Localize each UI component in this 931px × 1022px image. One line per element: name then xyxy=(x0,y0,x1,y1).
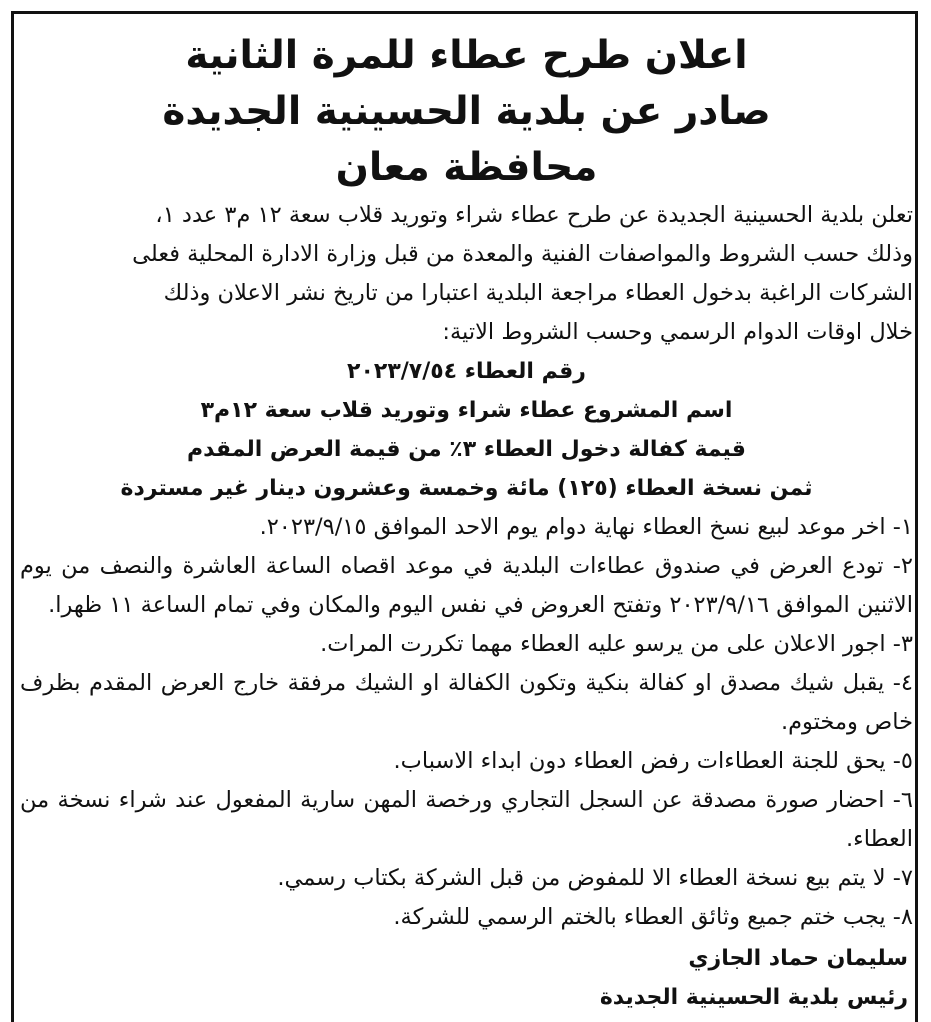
signatory-title: رئيس بلدية الحسينية الجديدة xyxy=(599,985,908,1010)
governorate-line: محافظة معان xyxy=(335,145,598,190)
condition-item: ٢- تودع العرض في صندوق عطاءات البلدية في موعد اقصاه الساعة العاشرة والنصف من يوم الاثنين الموافق ٢٠٢٣/٩/١٦ وتفتح العروض في نفس اليوم والمكان وفي تمام الساعة ١١ ظهرا. xyxy=(20,553,913,618)
intro-line: خلال اوقات الدوام الرسمي وحسب الشروط الاتية: xyxy=(442,319,913,345)
condition-item: ٥- يحق للجنة العطاءات رفض العطاء دون ابداء الاسباب. xyxy=(393,748,913,774)
announcement-title: اعلان طرح عطاء للمرة الثانية xyxy=(185,33,748,78)
guarantee-value: قيمة كفالة دخول العطاء ٣٪ من قيمة العرض المقدم xyxy=(187,437,746,462)
project-name: اسم المشروع عطاء شراء وتوريد قلاب سعة ١٢م٣ xyxy=(200,398,733,423)
tender-announcement xyxy=(20,28,913,1017)
condition-item: ٣- اجور الاعلان على من يرسو عليه العطاء مهما تكررت المرات. xyxy=(320,631,913,657)
condition-item: ١- اخر موعد لبيع نسخ العطاء نهاية دوام يوم الاحد الموافق ٢٠٢٣/٩/١٥. xyxy=(259,514,913,540)
intro-line: وذلك حسب الشروط والمواصفات الفنية والمعدة من قبل وزارة الادارة المحلية فعلى xyxy=(132,241,913,267)
intro-line: الشركات الراغبة بدخول العطاء مراجعة البلدية اعتبارا من تاريخ نشر الاعلان وذلك xyxy=(163,280,913,306)
condition-item: ٤- يقبل شيك مصدق او كفالة بنكية وتكون الكفالة او الشيك مرفقة خارج العرض المقدم بظرف خاص ومختوم. xyxy=(20,670,913,735)
copy-price: ثمن نسخة العطاء (١٢٥) مائة وخمسة وعشرون دينار غير مستردة xyxy=(120,476,813,501)
signature-block xyxy=(20,939,913,1017)
issuer-line: صادر عن بلدية الحسينية الجديدة xyxy=(162,89,771,134)
condition-item: ٨- يجب ختم جميع وثائق العطاء بالختم الرسمي للشركة. xyxy=(393,904,913,930)
intro-line: تعلن بلدية الحسينية الجديدة عن طرح عطاء شراء وتوريد قلاب سعة ١٢ م٣ عدد ١، xyxy=(155,202,913,228)
condition-item: ٧- لا يتم بيع نسخة العطاء الا للمفوض من قبل الشركة بكتاب رسمي. xyxy=(277,865,913,891)
condition-item: ٦- احضار صورة مصدقة عن السجل التجاري ورخصة المهن سارية المفعول عند شراء نسخة من العطاء. xyxy=(20,787,913,852)
tender-number: رقم العطاء ٢٠٢٣/٧/٥٤ xyxy=(347,359,586,384)
signatory-name: سليمان حماد الجازي xyxy=(688,946,908,971)
